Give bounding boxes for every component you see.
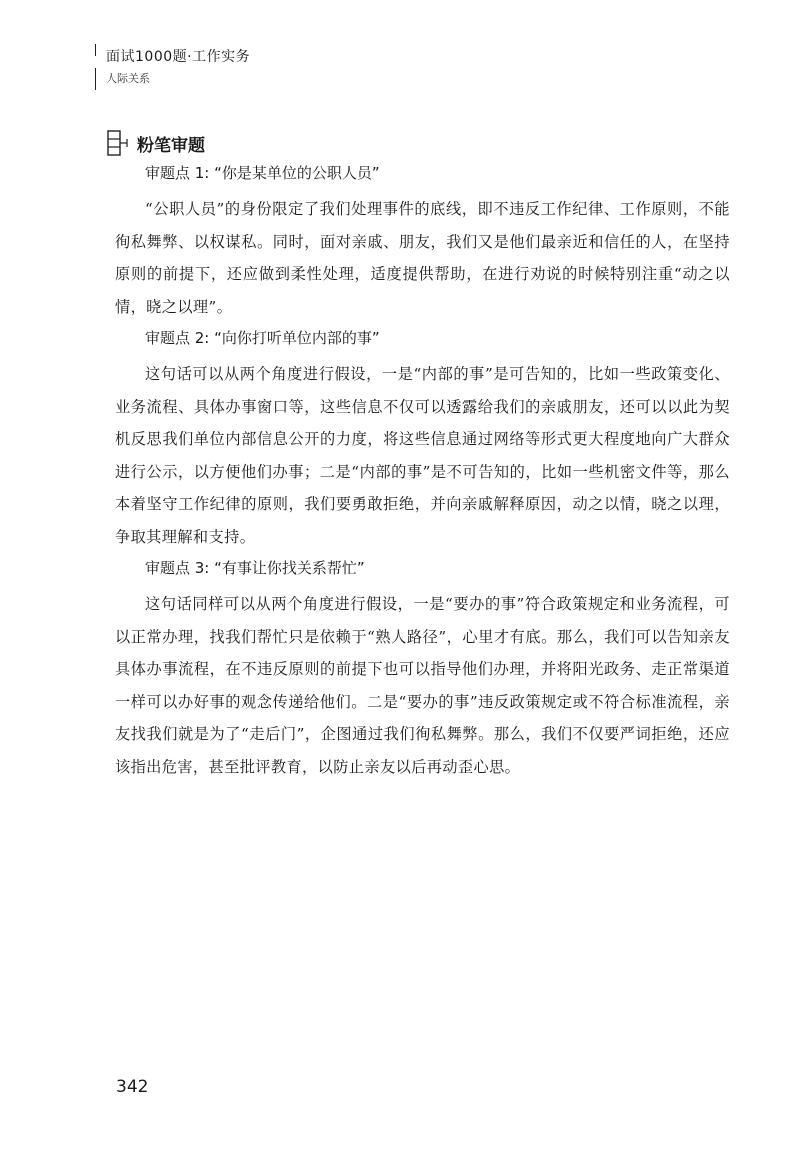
header-rule-top [95,44,96,56]
section-title: 粉笔审题 [137,136,205,156]
review-point-heading-3: 审题点 3: “有事让你找关系帮忙” [145,559,365,577]
review-point-paragraph-3: 这句话同样可以从两个角度进行假设，一是“要办的事”符合政策规定和业务流程，可以正常办理，找我们帮忙只是依赖于“熟人路径”，心里才有底。那么，我们可以告知亲友具体办事流程，在不违反原则的前提下也可以指导他们办理，并将阳光政务、走正常渠道一样可以办好事的观念传递给他们。二是“要办的事”违反政策规定或不符合标准流程，亲友找我们就是为了“走后门”，企图通过我们徇私舞弊。那么，我们不仅要严词拒绝，还应该指出危害，甚至批评教育，以防止亲友以后再动歪心思。 [115,595,730,776]
header-rule-bottom [95,68,96,90]
page-number: 342 [116,1077,149,1097]
review-point-paragraph-2: 这句话可以从两个角度进行假设，一是“内部的事”是可告知的，比如一些政策变化、业务流程、具体办事窗口等，这些信息不仅可以透露给我们的亲戚朋友，还可以以此为契机反思我们单位内部信息公开的力度，将这些信息通过网络等形式更大程度地向广大群众进行公示，以方便他们办事；二是“内部的事”是不可告知的，比如一些机密文件等，那么本着坚守工作纪律的原则，我们要勇敢拒绝，并向亲戚解释原因，动之以情，晓之以理，争取其理解和支持。 [115,365,730,546]
doc-icon [106,129,130,157]
review-point-paragraph-1: “公职人员”的身份限定了我们处理事件的底线，即不违反工作纪律、工作原则，不能徇私舞弊、以权谋私。同时，面对亲戚、朋友，我们又是他们最亲近和信任的人，在坚持原则的前提下，还应做到柔性处理，适度提供帮助，在进行劝说的时候特别注重“动之以情，晓之以理”。 [115,200,730,316]
body-content [115,160,730,785]
header-section-label: 人际关系 [106,72,150,85]
review-point-heading-1: 审题点 1: “你是某单位的公职人员” [145,164,380,182]
review-point-heading-2: 审题点 2: “向你打听单位内部的事” [145,329,380,347]
header-book-title: 面试1000题·工作实务 [106,49,251,65]
